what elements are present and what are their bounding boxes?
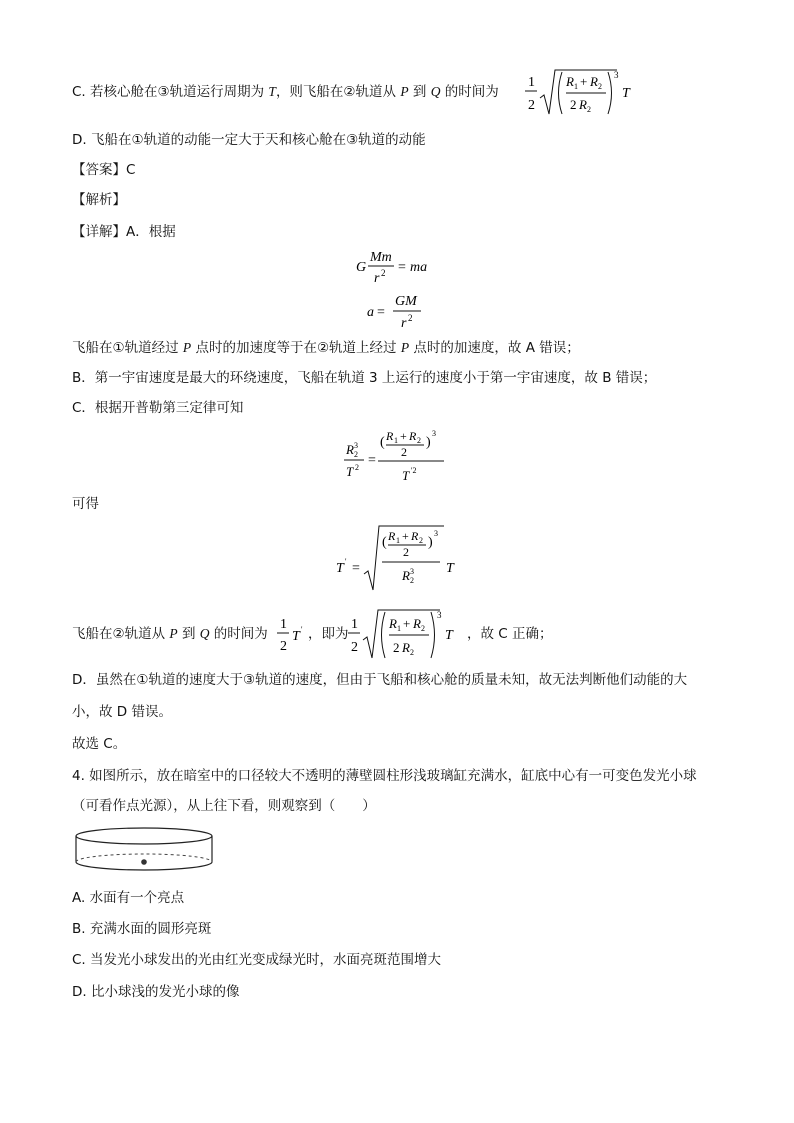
var-Q: Q <box>199 626 210 641</box>
svg-text:3: 3 <box>432 429 436 438</box>
svg-text:3: 3 <box>354 441 358 450</box>
svg-text:R: R <box>388 529 396 543</box>
line-a-text3: 点时的加速度，故 A 错误； <box>413 340 580 356</box>
svg-text:1: 1 <box>280 617 287 632</box>
svg-text:R: R <box>409 429 417 443</box>
q4-option-d: D. 比小球浅的发光小球的像 <box>72 984 240 1000</box>
svg-text:2: 2 <box>393 640 400 655</box>
svg-text:=: = <box>368 453 376 468</box>
line-c2-to: 到 <box>181 626 196 642</box>
svg-text:T: T <box>402 468 410 483</box>
svg-text:2: 2 <box>410 648 414 657</box>
formula-half-period <box>345 604 467 662</box>
option-d: D. 飞船在①轨道的动能一定大于天和核心舱在③轨道的动能 <box>72 132 426 148</box>
svg-text:T: T <box>622 86 630 101</box>
option-c-text: C. 若核心舱在③轨道运行周期为 <box>72 84 265 100</box>
svg-text:2: 2 <box>598 82 602 91</box>
svg-text:3: 3 <box>614 70 619 80</box>
line-c2-correct: ，故 C 正确； <box>467 626 553 642</box>
glass-tank-figure <box>72 824 218 876</box>
var-P: P <box>400 340 410 355</box>
svg-text:GM: GM <box>395 294 417 309</box>
line-c2-text2: 的时间为 <box>213 626 268 642</box>
svg-text:': ' <box>301 625 303 634</box>
svg-text:1: 1 <box>351 617 358 632</box>
svg-text:+: + <box>580 74 588 89</box>
svg-text:R: R <box>346 442 354 457</box>
svg-text:2: 2 <box>408 313 413 323</box>
svg-text:(: ( <box>380 435 385 450</box>
option-c-to: 到 <box>412 84 427 100</box>
svg-text:r: r <box>401 316 407 331</box>
svg-text:R: R <box>402 568 410 583</box>
svg-text:2: 2 <box>417 436 421 445</box>
svg-text:1: 1 <box>574 82 578 91</box>
svg-text:2: 2 <box>403 545 409 559</box>
kede: 可得 <box>72 496 99 512</box>
choose-answer: 故选 C。 <box>72 736 127 752</box>
svg-text:': ' <box>345 557 347 566</box>
svg-text:2: 2 <box>570 97 577 112</box>
svg-text:+: + <box>403 616 411 631</box>
analysis-heading: 【解析】 <box>72 192 126 208</box>
svg-text:(: ( <box>382 535 387 550</box>
q4-option-b: B. 充满水面的圆形亮斑 <box>72 921 212 937</box>
svg-text:): ) <box>428 535 433 550</box>
svg-text:G: G <box>356 260 367 275</box>
svg-text:3: 3 <box>434 529 438 538</box>
svg-text:R: R <box>590 74 598 89</box>
svg-text:r: r <box>374 271 380 286</box>
svg-text:2: 2 <box>355 463 359 472</box>
svg-text:R: R <box>413 616 421 631</box>
option-c-formula <box>522 64 642 120</box>
line-c-conclusion <box>72 624 268 644</box>
var-P: P <box>182 340 192 355</box>
svg-text:+: + <box>402 529 409 543</box>
svg-text:1: 1 <box>396 536 400 545</box>
light-ball <box>141 859 147 865</box>
detail-heading: 【详解】A．根据 <box>72 224 176 240</box>
svg-text:T: T <box>336 561 344 576</box>
line-a-text2: 点时的加速度等于在②轨道上经过 <box>195 340 397 356</box>
svg-text:2: 2 <box>381 268 386 278</box>
svg-text:2: 2 <box>421 624 425 633</box>
q4-option-a: A. 水面有一个亮点 <box>72 890 185 906</box>
formula-half-t-prime <box>276 610 312 656</box>
svg-text:R: R <box>386 429 394 443</box>
svg-text:'2: '2 <box>411 466 417 475</box>
svg-text:+: + <box>400 429 407 443</box>
question-4-line-2: （可看作点光源），从上往下看，则观察到（ ） <box>72 798 376 814</box>
var-P: P <box>169 626 178 641</box>
line-a-text1: 飞船在①轨道经过 <box>72 340 179 356</box>
svg-text:): ) <box>426 435 431 450</box>
svg-text:R: R <box>579 97 587 112</box>
svg-text:=: = <box>352 561 360 576</box>
svg-text:R: R <box>389 616 397 631</box>
svg-text:2: 2 <box>419 536 423 545</box>
svg-text:3: 3 <box>410 567 414 576</box>
var-Q: Q <box>430 84 441 99</box>
svg-text:R: R <box>411 529 419 543</box>
var-T: T <box>268 84 276 99</box>
formula-gravity <box>352 246 452 286</box>
svg-text:2: 2 <box>587 105 591 114</box>
svg-text:T: T <box>445 628 453 643</box>
svg-text:2: 2 <box>354 450 358 459</box>
question-4-line-1: 4. 如图所示，放在暗室中的口径较大不透明的薄壁圆柱形浅玻璃缸充满水，缸底中心有一可变色发光小球 <box>72 768 697 784</box>
line-c2-jiwei: ，即为 <box>308 626 349 642</box>
svg-text:=: = <box>398 260 406 275</box>
svg-text:R: R <box>402 640 410 655</box>
svg-text:a: a <box>367 305 374 320</box>
line-a-conclusion <box>72 338 580 358</box>
svg-text:ma: ma <box>410 260 428 275</box>
option-c <box>72 82 499 102</box>
option-c-text3: 的时间为 <box>444 84 499 100</box>
svg-text:T: T <box>292 629 300 644</box>
svg-text:=: = <box>377 305 385 320</box>
line-d-1: D．虽然在①轨道的速度大于③轨道的速度，但由于飞船和核心舱的质量未知，故无法判断他们动能的大 <box>72 672 688 688</box>
line-b: B．第一宇宙速度是最大的环绕速度，飞船在轨道 3 上运行的速度小于第一宇宙速度，故 B 错误； <box>72 370 657 386</box>
svg-text:2: 2 <box>351 640 358 655</box>
formula-acceleration <box>365 290 435 332</box>
line-d-2: 小，故 D 错误。 <box>72 704 172 720</box>
svg-text:3: 3 <box>437 610 442 620</box>
svg-text:1: 1 <box>394 436 398 445</box>
svg-text:2: 2 <box>528 98 535 113</box>
svg-text:Mm: Mm <box>370 250 392 265</box>
formula-kepler <box>340 424 460 490</box>
svg-text:2: 2 <box>401 445 407 459</box>
svg-text:T: T <box>346 464 354 479</box>
svg-text:2: 2 <box>280 639 287 654</box>
svg-text:1: 1 <box>397 624 401 633</box>
answer: 【答案】C <box>72 162 136 178</box>
svg-text:R: R <box>566 74 574 89</box>
var-P: P <box>400 84 409 99</box>
q4-option-c: C. 当发光小球发出的光由红光变成绿光时，水面亮斑范围增大 <box>72 952 442 968</box>
option-c-text2: ，则飞船在②轨道从 <box>275 84 397 100</box>
svg-text:2: 2 <box>410 576 414 585</box>
svg-text:T: T <box>446 561 454 576</box>
formula-t-prime <box>332 522 462 594</box>
line-c: C．根据开普勒第三定律可知 <box>72 400 244 416</box>
svg-text:1: 1 <box>528 75 535 90</box>
line-c2-text1: 飞船在②轨道从 <box>72 626 166 642</box>
